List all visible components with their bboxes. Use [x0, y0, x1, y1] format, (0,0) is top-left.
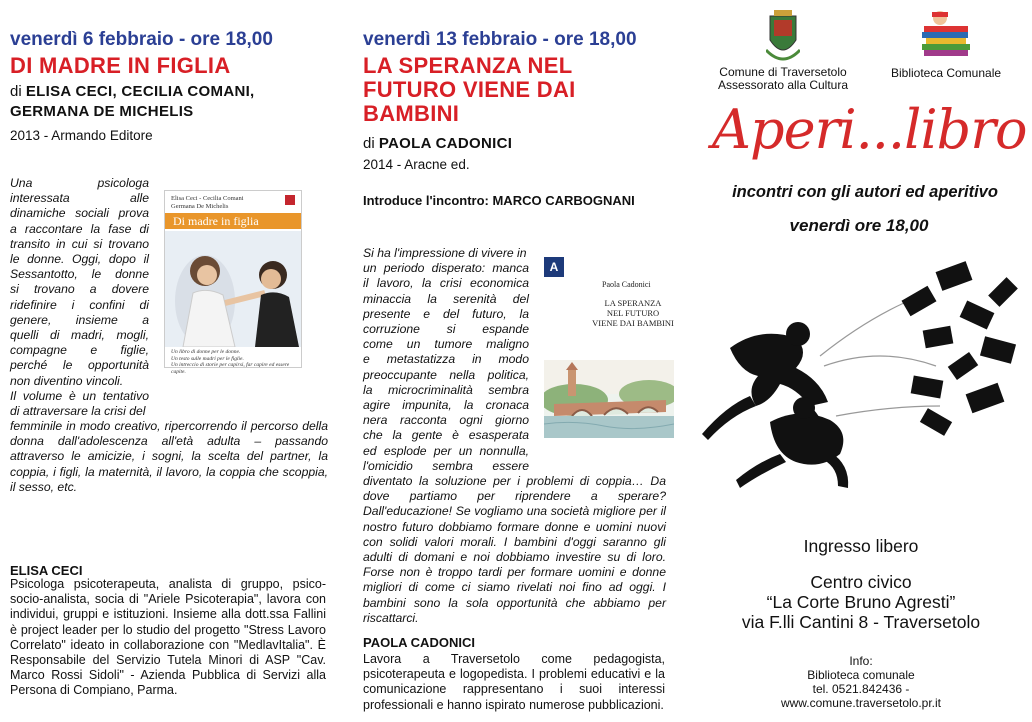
event1-date: venerdì 6 febbraio - ore 18,00: [10, 29, 273, 50]
desc-line: nera racconta ogni giorno: [363, 413, 529, 428]
info-line: tel. 0521.842436 -: [812, 682, 910, 696]
desc-line: Si ha l'impressione di vivere in: [363, 246, 527, 260]
bio2-heading: PAOLA CADONICI: [363, 635, 475, 650]
event-subtitle: incontri con gli autori ed aperitivo: [732, 183, 998, 201]
desc-line: un periodo disperato: manca: [363, 261, 529, 276]
cover-author: Paola Cadonici: [602, 280, 651, 289]
publisher-logo-icon: [285, 195, 295, 205]
desc-line: ed esplode per un nonnulla,: [363, 443, 529, 458]
desc-line: agire impunita, la cronaca: [363, 398, 529, 413]
comune-crest-icon: [766, 10, 800, 64]
desc-line: e metastatizza in modo: [363, 352, 529, 367]
desc-line: dinamiche sociali prova: [10, 206, 149, 221]
authors-line2: GERMANA DE MICHELIS: [10, 103, 194, 120]
event1-title: DI MADRE IN FIGLIA: [10, 53, 231, 78]
cover-caption: Un testo sulle madri per le figlie.: [171, 355, 244, 362]
author-name: PAOLA CADONICI: [378, 135, 513, 152]
desc-line: minaccia la serenità del: [363, 291, 529, 306]
di-label: di: [10, 83, 22, 100]
cover-title-line: LA SPERANZA: [604, 298, 662, 308]
event1-desc-wide: femminile in modo creativo, ripercorrendo il percorso della donna dall'adolescenza all'età adulta – passando attraverso le amicizie, i sogni, la scelta del partner, la coppia, i figli, la maternità, il lavoro, la coppia che scoppia, il sesso, etc.: [10, 419, 328, 494]
event2-publisher: 2014 - Aracne ed.: [363, 157, 470, 172]
desc-line: che la gente è esasperata: [363, 428, 529, 443]
desc-line: si trovano a dovere: [10, 282, 149, 297]
info-block: [700, 654, 1022, 710]
desc-line: il lavoro, la crisi economica: [363, 276, 529, 291]
di-label: di: [363, 135, 375, 152]
cover-watercolor-bridge-icon: [544, 360, 674, 438]
title-line: LA SPERANZA NEL: [363, 53, 573, 78]
desc-line: corruzione si espande: [363, 322, 529, 337]
children-flying-books-icon: [700, 256, 1030, 496]
book-cover-la-speranza: [540, 252, 674, 444]
publisher-logo-icon: A: [544, 257, 564, 277]
desc-line: compagne e figlie,: [10, 343, 149, 358]
authors-line1: ELISA CECI, CECILIA COMANI,: [25, 83, 255, 100]
bio2-text: Lavora a Traversetolo come pedagogista, psicoterapeuta e logopedista. I problemi educativi e la comunicazione rappresentano i suoi interessi professionali e hanno ispirato numerose pubblicazioni.: [363, 652, 665, 712]
venue: [700, 572, 1022, 632]
event1-publisher: 2013 - Armando Editore: [10, 128, 153, 143]
desc-line: perché le opportunità: [10, 358, 149, 373]
biblioteca-label: Biblioteca Comunale: [890, 66, 1002, 80]
book-cover-di-madre-in-figlia: [164, 190, 302, 375]
venue-line: Centro civico: [810, 572, 912, 592]
event2-date: venerdì 13 febbraio - ore 18,00: [363, 29, 637, 50]
assessorato-name: Assessorato alla Cultura: [717, 78, 849, 92]
desc-line: transito in cui si trovano: [10, 236, 149, 251]
desc-line: le donne. Oggi, dopo il: [10, 252, 149, 267]
desc-line: come un tumore maligno: [363, 337, 529, 352]
event2-desc-wide: diventato la soluzione per i problemi di coppia… Da dove partiamo per riprendere a sperare? Dall'educazione! Se vogliamo una società migliore per il nostro futuro dobbiamo formare donne e uomini nuovi con solidi valori morali. I bambini d'oggi saranno gli adulti di domani e noi dobbiamo investire su di loro. Forse non è troppo tardi per formare uomini e donne migliori di come ci siamo rivelati noi fino ad oggi. I bambini sono la sola opportunità che abbiamo per riscattarci.: [363, 474, 666, 625]
event2-intro: Introduce l'incontro: MARCO CARBOGNANI: [363, 193, 635, 208]
event-when: venerdì ore 18,00: [789, 216, 929, 235]
venue-line: “La Corte Bruno Agresti”: [766, 592, 956, 612]
desc-line: l'omicidio sembra essere: [363, 458, 529, 473]
comune-label: [700, 66, 866, 92]
event1-authors: [10, 82, 255, 122]
info-line: Biblioteca comunale: [807, 668, 915, 682]
cover-title-line: NEL FUTURO: [606, 308, 660, 318]
brand-title: Aperi...libro: [712, 98, 1027, 161]
ingresso-libero: Ingresso libero: [803, 536, 919, 556]
venue-line: via F.lli Cantini 8 - Traversetolo: [741, 612, 981, 632]
desc-line: Il volume è un tentativo: [10, 388, 149, 403]
info-label: Info:: [849, 654, 873, 668]
bio1-text: Psicologa psicoterapeuta, analista di gruppo, psico-socio-analista, socia di "Ariele Psicoterapia", lavora con individui, gruppi e istituzioni. Insieme alla dott.ssa Fallini è project leader per lo studio del progetto "Stress Lavoro Correlato" ideato in collaborazione con "MedlavItalia". È Responsabile del Servizio Tutela Minori di ASP "Cav. Marco Rossi Sidoli" - Azienda Pubblica di Servizi alla Persona di Compiano, Parma.: [10, 577, 326, 698]
event2-author: [363, 134, 512, 154]
desc-line: non diventino vincoli.: [10, 373, 124, 388]
desc-line: quelli di madri, mogli,: [10, 328, 149, 343]
cover-caption: Un intreccio di storie per capirsi, far capire ed essere capite.: [171, 362, 290, 375]
event2-desc-narrow: [363, 246, 529, 474]
desc-line: di attraversare la crisi del: [10, 404, 146, 419]
cover-title-line: VIENE DAI BAMBINI: [592, 318, 674, 328]
desc-line: Una psicologa: [10, 176, 149, 190]
desc-line: Sessantotto, le donne: [10, 267, 149, 282]
info-website: www.comune.traversetolo.pr.it: [780, 696, 942, 710]
cover-caption: Un libro di donne per le donne.: [171, 349, 241, 355]
cover-photo-women-icon: [165, 231, 301, 347]
cover-title: Di madre in figlia: [165, 213, 301, 229]
event2-title: [363, 54, 576, 126]
title-line: FUTURO VIENE DAI: [363, 77, 576, 102]
desc-line: presente e del futuro, la: [363, 306, 529, 321]
bio1-heading: ELISA CECI: [10, 563, 83, 578]
desc-line: ridefinire i confini di: [10, 297, 149, 312]
cover-authors2: Germana De Michelis: [171, 203, 229, 210]
title-line: BAMBINI: [363, 101, 460, 126]
desc-line: genere, insieme a: [10, 312, 149, 327]
biblioteca-books-icon: [920, 8, 974, 64]
desc-line: la microcriminalità sembra: [363, 382, 529, 397]
desc-line: a raccontare la fase di: [10, 221, 149, 236]
cover-authors: Elisa Ceci - Cecilia Comani: [171, 195, 244, 202]
desc-line: preoccupante nella politica,: [363, 367, 529, 382]
comune-name: Comune di Traversetolo: [719, 65, 847, 79]
desc-line: interessata alle: [10, 191, 149, 206]
event1-desc-narrow: [10, 176, 149, 419]
